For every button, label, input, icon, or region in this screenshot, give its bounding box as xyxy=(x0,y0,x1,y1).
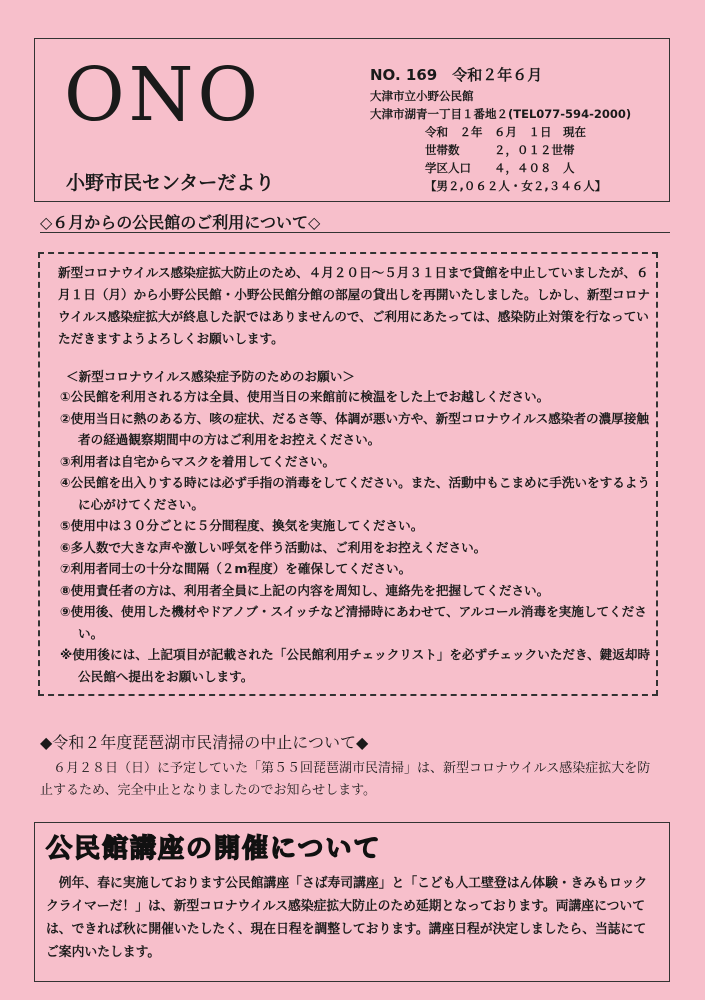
section1-title: ◇６月からの公民館のご利用について◇ xyxy=(40,213,321,232)
newsletter-subtitle: 小野市民センターだより xyxy=(66,172,275,194)
precaution-note: ※使用後には、上記項目が記載された「公民館利用チェックリスト」を必ずチェックいただき、鍵返却時公民館へ提出をお願いします。 xyxy=(60,647,651,684)
stats-gender: 【男２,０６２人・女２,３４６人】 xyxy=(425,179,607,193)
section3-body: 例年、春に実施しております公民館講座「さば寿司講座」と「こども人工壁登はん体験・きみもロッククライマーだ！」は、新型コロナウイルス感染症拡大防止のため延期となっております。両講座については、できれば秋に開催いたしたく、現在日程を調整しております。講座日程が決定しましたら、当誌にてご案内いたします。 xyxy=(46,876,648,960)
publisher-name: 大津市立小野公民館 xyxy=(370,89,474,103)
stats-population: 学区人口 ４，４０８ 人 xyxy=(425,161,575,175)
precautions-list xyxy=(60,386,654,687)
issue-number: NO. 169 令和２年６月 xyxy=(370,66,543,84)
precaution-item: ⑦利用者同士の十分な間隔（２m程度）を確保してください。 xyxy=(60,561,412,576)
section1-intro: 新型コロナウイルス感染症拡大防止のため、４月２０日～５月３１日まで貸館を中止していましたが、６月１日（月）から小野公民館・小野公民館分館の部屋の貸出しを再開いたしました。しかし、新型コロナウイルス感染症拡大が終息した訳ではありませんので、ご利用にあたっては、感染防止対策を行なっていただきますようよろしくお願いします。 xyxy=(58,265,650,346)
section3-title: 公民館講座の開催について xyxy=(46,834,382,864)
newsletter-logo: ONO xyxy=(64,52,263,138)
precaution-item: ③利用者は自宅からマスクを着用してください。 xyxy=(60,453,336,469)
section2-body: ６月２８日（日）に予定していた「第５５回琵琶湖市民清掃」は、新型コロナウイルス感染症拡大を防止するため、完全中止となりましたのでお知らせします。 xyxy=(40,761,651,798)
precaution-item: ⑨使用後、使用した機材やドアノブ・スイッチなど清掃時にあわせて、アルコール消毒を実施してください。 xyxy=(60,604,647,641)
precaution-item: ④公民館を出入りする時には必ず手指の消毒をしてください。また、活動中もこまめに手洗いをするように心がけてください。 xyxy=(60,475,650,512)
section1-divider xyxy=(40,232,670,233)
stats-households: 世帯数 ２，０１２世帯 xyxy=(425,143,575,157)
section2-title: ◆令和２年度琵琶湖市民清掃の中止について◆ xyxy=(40,733,369,752)
precaution-item: ⑥多人数で大きな声や激しい呼気を伴う活動は、ご利用をお控えください。 xyxy=(60,539,487,555)
precaution-item: ①公民館を利用される方は全員、使用当日の来館前に検温をした上でお越しください。 xyxy=(60,389,550,404)
precaution-item: ⑤使用中は３０分ごとに５分間程度、換気を実施してください。 xyxy=(60,518,424,533)
precautions-title: ＜新型コロナウイルス感染症予防のためのお願い＞ xyxy=(66,369,355,384)
stats-date: 令和 ２年 ６月 １日 現在 xyxy=(425,125,586,139)
publisher-address: 大津市湖青一丁目１番地２(TEL077-594-2000) xyxy=(370,107,632,121)
precaution-item: ②使用当日に熱のある方、咳の症状、だるさ等、体調が悪い方や、新型コロナウイルス感染者の濃厚接触者の経過観察期間中の方はご利用をお控えください。 xyxy=(60,410,649,447)
precaution-item: ⑧使用責任者の方は、利用者全員に上記の内容を周知し、連絡先を把握してください。 xyxy=(60,582,550,598)
